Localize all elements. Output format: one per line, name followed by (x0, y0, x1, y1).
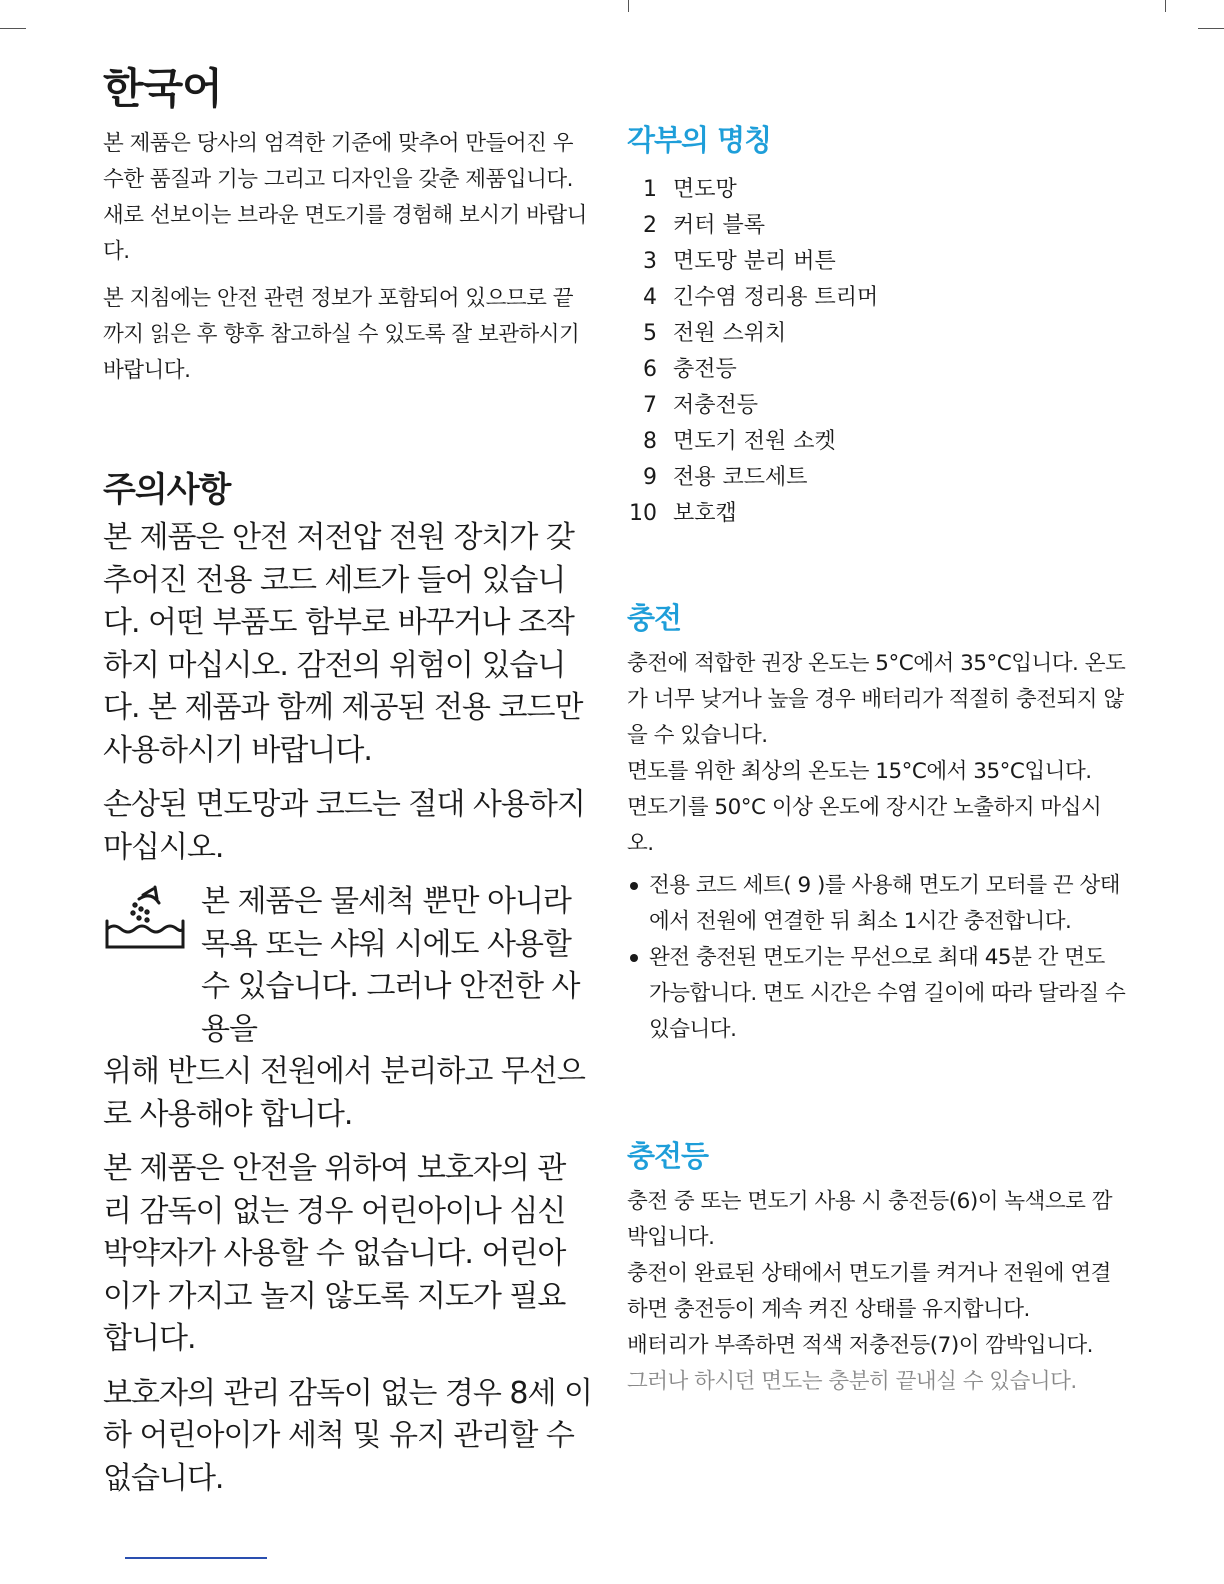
caution-paragraph-2: 손상된 면도망과 코드는 절대 사용하지 마십시오. (103, 787, 585, 865)
left-column (103, 58, 593, 1500)
list-item (627, 316, 1127, 352)
waterproof-notice (103, 881, 593, 1051)
intro-paragraph-2: 본 지침에는 안전 관련 정보가 포함되어 있으므로 끝까지 읽은 후 향후 참고하실 수 있도록 잘 보관하시기 바랍니다. (103, 286, 580, 383)
language-title: 한국어 (103, 64, 222, 113)
caution-paragraph-1: 본 제품은 안전 저전압 전원 장치가 갖추어진 전용 코드 세트가 들어 있습니다. 어떤 부품도 함부로 바꾸거나 조작하지 마십시오. 감전의 위험이 있습니다. 본 제품과 함께 제공된 전용 코드만 사용하시기 바랍니다. (103, 520, 583, 768)
charging-title: 충전 (627, 601, 682, 635)
part-number: 7 (643, 393, 657, 418)
list-item (627, 208, 1127, 244)
caution-paragraph-3: 본 제품은 물세척 뿐만 아니라 목욕 또는 샤워 시에도 사용할 수 있습니다. 그러나 안전한 사용을 (201, 884, 580, 1047)
lamp-paragraph-1: 충전 중 또는 면도기 사용 시 충전등(6)이 녹색으로 깜박입니다. (627, 1189, 1113, 1250)
parts-list (627, 172, 1127, 532)
charge-lamp-title: 충전등 (627, 1139, 709, 1173)
part-number: 9 (643, 465, 657, 490)
charging-paragraph-2: 면도를 위한 최상의 온도는 15°C에서 35°C입니다. (627, 759, 1092, 784)
list-item (627, 388, 1127, 424)
part-number: 5 (643, 321, 657, 346)
part-label: 커터 블록 (673, 213, 766, 238)
part-label: 면도기 전원 소켓 (673, 429, 836, 454)
part-number: 2 (643, 213, 657, 238)
part-label: 충전등 (673, 357, 737, 382)
list-item (627, 172, 1127, 208)
footer-rule (125, 1557, 267, 1559)
part-label: 면도망 (673, 177, 737, 202)
part-number: 8 (643, 429, 657, 454)
part-label: 전원 스위치 (673, 321, 787, 346)
crop-mark-left (0, 28, 26, 29)
parts-title: 각부의 명칭 (627, 123, 772, 157)
lamp-paragraph-4: 그러나 하시던 면도는 충분히 끝내실 수 있습니다. (627, 1369, 1077, 1394)
list-item (627, 244, 1127, 280)
part-number: 10 (629, 501, 657, 526)
charging-bullets (627, 868, 1127, 1048)
caution-paragraph-5: 보호자의 관리 감독이 없는 경우 8세 이하 어린아이가 세척 및 유지 관리할 수 없습니다. (103, 1375, 593, 1496)
right-column (627, 118, 1127, 1400)
charging-paragraph-1: 충전에 적합한 권장 온도는 5°C에서 35°C입니다. 온도가 너무 낮거나 높을 경우 배터리가 적절히 충전되지 않을 수 있습니다. (627, 651, 1126, 748)
list-item (627, 352, 1127, 388)
caution-paragraph-3-tail: 위해 반드시 전원에서 분리하고 무선으로 사용해야 합니다. (103, 1054, 585, 1132)
part-label: 긴수염 정리용 트리머 (673, 285, 879, 310)
part-number: 4 (643, 285, 657, 310)
part-label: 전용 코드세트 (673, 465, 808, 490)
lamp-paragraph-3: 배터리가 부족하면 적색 저충전등(7)이 깜박입니다. (627, 1333, 1094, 1358)
list-item (627, 460, 1127, 496)
list-item: 완전 충전된 면도기는 무선으로 최대 45분 간 면도 가능합니다. 면도 시간은 수염 길이에 따라 달라질 수 있습니다. (627, 940, 1127, 1048)
part-label: 면도망 분리 버튼 (673, 249, 836, 274)
caution-paragraph-4: 본 제품은 안전을 위하여 보호자의 관리 감독이 없는 경우 어린아이나 심신박약자가 사용할 수 없습니다. 어린아이가 가지고 놀지 않도록 지도가 필요합니다. (103, 1151, 566, 1356)
part-label: 보호캡 (673, 501, 737, 526)
list-item (627, 280, 1127, 316)
list-item (627, 424, 1127, 460)
charging-paragraph-3: 면도기를 50°C 이상 온도에 장시간 노출하지 마십시오. (627, 795, 1102, 856)
list-item (627, 496, 1127, 532)
caution-title: 주의사항 (103, 470, 231, 510)
part-number: 1 (643, 177, 657, 202)
crop-mark-right-top (1165, 0, 1166, 12)
list-item: 전용 코드 세트( 9 )를 사용해 면도기 모터를 끈 상태에서 전원에 연결한 뒤 최소 1시간 충전합니다. (627, 868, 1127, 940)
part-number: 3 (643, 249, 657, 274)
part-label: 저충전등 (673, 393, 759, 418)
intro-paragraph-1: 본 제품은 당사의 엄격한 기준에 맞추어 만들어진 우수한 품질과 기능 그리고 디자인을 갖춘 제품입니다. 새로 선보이는 브라운 면도기를 경험해 보시기 바랍니다. (103, 131, 587, 264)
shower-bath-icon (103, 885, 187, 955)
lamp-paragraph-2: 충전이 완료된 상태에서 면도기를 켜거나 전원에 연결하면 충전등이 계속 켜진 상태를 유지합니다. (627, 1261, 1111, 1322)
crop-mark-right (1198, 28, 1224, 29)
crop-mark-center (628, 0, 629, 12)
part-number: 6 (643, 357, 657, 382)
